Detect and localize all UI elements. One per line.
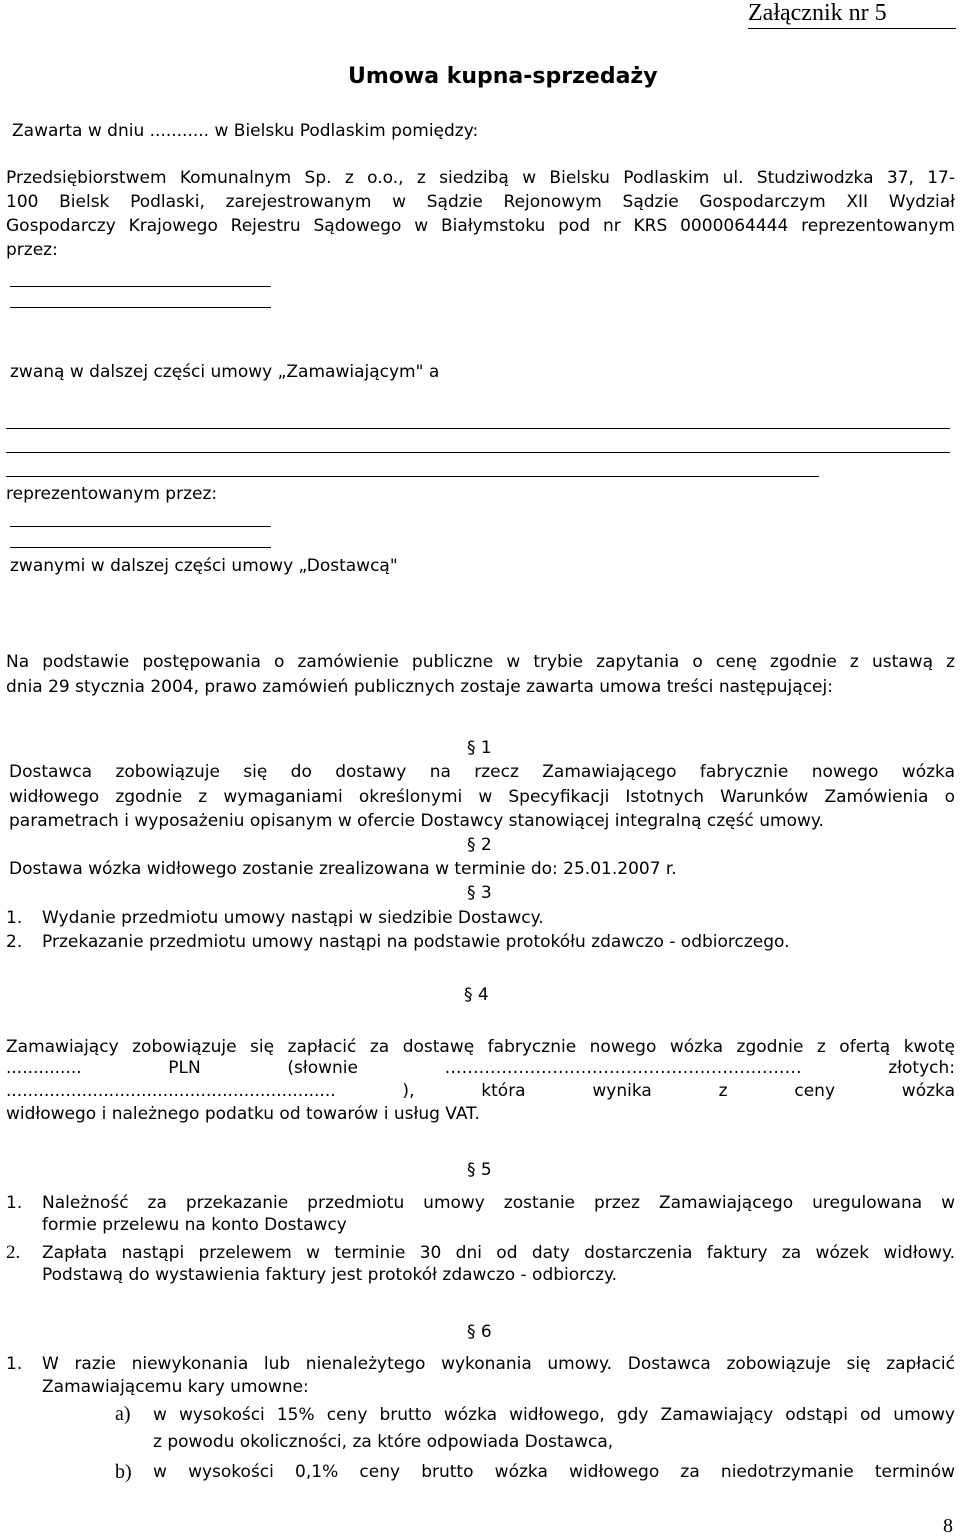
basis-line-2: dnia 29 stycznia 2004, prawo zamówień publicznych zostaje zawarta umowa treści następującej: [6, 677, 833, 697]
s2-line-1: Dostawa wózka widłowego zostanie zrealizowana w terminie do: 25.01.2007 r. [9, 859, 677, 879]
s4-line-3: ............................................................. ), która wynika z ceny wózka [6, 1081, 955, 1101]
party1-line-2: 100 Bielsk Podlaski, zarejestrowanym w Sądzie Rejonowym Sądzie Gospodarczym XII Wydział [6, 192, 955, 212]
s1-line-2: widłowego zgodnie z wymaganiami określonymi w Specyfikacji Istotnych Warunków Zamówienia o [9, 787, 955, 807]
s3-item-1-number: 1. [6, 908, 23, 928]
document-title: Umowa kupna-sprzedaży [348, 64, 658, 89]
s4-line-1: Zamawiający zobowiązuje się zapłacić za dostawę fabrycznie nowego wózka zgodnie z ofertą kwotę [6, 1037, 955, 1057]
party2-called: zwanymi w dalszej części umowy „Dostawcą" [10, 556, 398, 576]
s4-line-4: widłowego i należnego podatku od towarów i usług VAT. [6, 1104, 480, 1124]
signature-blank-1 [10, 286, 271, 287]
s1-line-3: parametrach i wyposażeniu opisanym w ofercie Dostawcy stanowiącej integralną część umowy. [9, 811, 824, 831]
s1-line-1: Dostawca zobowiązuje się do dostawy na rzecz Zamawiającego fabrycznie nowego wózka [9, 762, 955, 782]
party1-line-4: przez: [6, 240, 58, 260]
section-1-heading: § 1 [467, 738, 492, 758]
party2-blank-1 [6, 428, 950, 429]
attachment-underline [748, 28, 956, 29]
s6-item-1-line-1: W razie niewykonania lub nienależytego wykonania umowy. Dostawca zobowiązuje się zapłacić [42, 1354, 955, 1374]
party1-line-3: Gospodarczy Krajowego Rejestru Sądowego w Białymstoku pod nr KRS 0000064444 reprezentowanym [6, 216, 955, 236]
s5-item-2-number: 2. [6, 1242, 21, 1263]
section-6-heading: § 6 [467, 1322, 492, 1342]
party1-called: zwaną w dalszej części umowy „Zamawiającym" a [10, 362, 440, 382]
party2-blank-2 [6, 452, 950, 453]
concluded-line: Zawarta w dniu ........... w Bielsku Podlaskim pomiędzy: [12, 121, 479, 141]
section-5-heading: § 5 [467, 1160, 492, 1180]
s3-item-2: Przekazanie przedmiotu umowy nastąpi na podstawie protokółu zdawczo - odbiorczego. [42, 932, 790, 952]
signature-blank-2 [10, 307, 271, 308]
s6-a-line-1: w wysokości 15% ceny brutto wózka widłowego, gdy Zamawiający odstąpi od umowy [153, 1405, 955, 1425]
page-number: 8 [943, 1515, 953, 1537]
party2-represented: reprezentowanym przez: [6, 484, 218, 504]
s6-a-line-2: z powodu okoliczności, za które odpowiada Dostawca, [153, 1432, 614, 1452]
s6-a-label: a) [115, 1403, 131, 1425]
s5-item-1-line-1: Należność za przekazanie przedmiotu umowy zostanie przez Zamawiającego uregulowana w [42, 1193, 955, 1213]
s5-item-2-line-2: Podstawą do wystawienia faktury jest protokół zdawczo - odbiorczy. [42, 1265, 618, 1285]
s6-b-label: b) [115, 1461, 132, 1483]
s3-item-1: Wydanie przedmiotu umowy nastąpi w siedzibie Dostawcy. [42, 908, 544, 928]
s5-item-2-line-1: Zapłata nastąpi przelewem w terminie 30 dni od daty dostarczenia faktury za wózek widłowy. [42, 1243, 955, 1263]
s6-b-line-1: w wysokości 0,1% ceny brutto wózka widłowego za niedotrzymanie terminów [153, 1462, 955, 1482]
party2-rep-blank-1 [10, 526, 271, 527]
s3-item-2-number: 2. [6, 932, 23, 952]
section-3-heading: § 3 [467, 883, 492, 903]
s6-item-1-line-2: Zamawiającemu kary umowne: [42, 1377, 309, 1397]
s5-item-1-number: 1. [6, 1193, 23, 1213]
party1-line-1: Przedsiębiorstwem Komunalnym Sp. z o.o., z siedzibą w Bielsku Podlaskim ul. Studziwodzka 37, 17- [6, 168, 955, 188]
section-4-heading: § 4 [464, 985, 489, 1005]
attachment-label: Załącznik nr 5 [748, 0, 887, 26]
s6-item-1-number: 1. [6, 1354, 23, 1374]
section-2-heading: § 2 [467, 835, 492, 855]
party2-rep-blank-2 [10, 547, 271, 548]
s4-line-2: .............. PLN (słownie ……………………………………………………… złotych: [6, 1058, 955, 1078]
basis-line-1: Na podstawie postępowania o zamówienie publiczne w trybie zapytania o cenę zgodnie z ustawą z [6, 652, 955, 672]
party2-blank-3 [6, 476, 819, 477]
s5-item-1-line-2: formie przelewu na konto Dostawcy [42, 1215, 347, 1235]
